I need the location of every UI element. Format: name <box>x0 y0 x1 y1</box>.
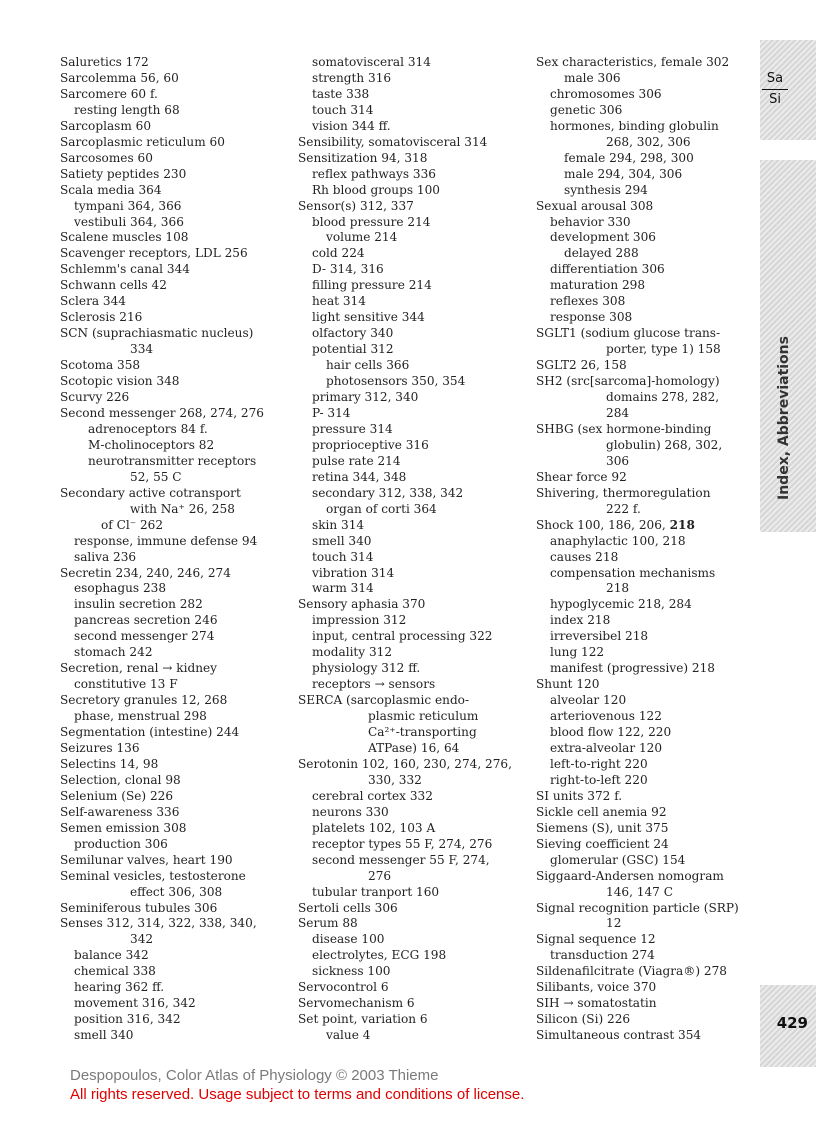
index-entry: neurons 330 <box>312 804 389 819</box>
index-entry: touch 314 <box>312 102 374 117</box>
index-entry: Senses 312, 314, 322, 338, 340, <box>60 916 257 931</box>
index-entry: heat 314 <box>312 294 366 309</box>
index-entry: Seminiferous tubules 306 <box>60 900 218 915</box>
section-title: Index, Abbreviations <box>776 336 792 500</box>
index-entry: organ of corti 364 <box>326 501 437 516</box>
index-entry: manifest (progressive) 218 <box>550 661 715 676</box>
index-entry: receptor types 55 F, 274, 276 <box>312 836 493 851</box>
index-entry: proprioceptive 316 <box>312 437 429 452</box>
index-entry: phase, menstrual 298 <box>74 709 207 724</box>
index-entry: blood flow 122, 220 <box>550 725 672 740</box>
index-entry: position 316, 342 <box>74 1012 181 1027</box>
index-entry: male 294, 304, 306 <box>564 166 683 181</box>
index-entry: porter, type 1) 158 <box>606 342 721 357</box>
index-column-3 <box>536 55 750 1044</box>
index-entry: Shivering, thermoregulation <box>536 485 711 500</box>
index-entry: response, immune defense 94 <box>74 533 258 548</box>
index-entry: warm 314 <box>312 581 374 596</box>
index-entry: SGLT2 26, 158 <box>536 358 627 373</box>
index-entry: insulin secretion 282 <box>74 597 203 612</box>
index-entry: production 306 <box>74 836 168 851</box>
tab-range-divider <box>762 89 788 90</box>
index-entry: lung 122 <box>550 645 605 660</box>
index-entry: development 306 <box>550 230 656 245</box>
index-entry: 52, 55 C <box>130 469 182 484</box>
index-entry: pressure 314 <box>312 421 393 436</box>
index-entry: adrenoceptors 84 f. <box>88 421 208 436</box>
index-entry: Sensory aphasia 370 <box>298 597 426 612</box>
index-entry: potential 312 <box>312 342 394 357</box>
index-entry: hormones, binding globulin <box>550 118 719 133</box>
index-entry: disease 100 <box>312 932 385 947</box>
index-entry: Satiety peptides 230 <box>60 166 187 181</box>
index-entry: synthesis 294 <box>564 182 648 197</box>
index-entry: Sclera 344 <box>60 294 127 309</box>
index-entry: receptors → sensors <box>312 677 436 692</box>
index-entry: Siggaard-Andersen nomogram <box>536 868 724 883</box>
index-entry: second messenger 55 F, 274, <box>312 852 490 867</box>
index-entry: esophagus 238 <box>74 581 167 596</box>
thumb-tab-range <box>762 71 788 107</box>
index-entry: Ca²⁺-transporting <box>368 725 477 740</box>
index-entry: somatovisceral 314 <box>312 55 431 69</box>
index-entry: Sarcoplasmic reticulum 60 <box>60 134 225 149</box>
index-entry: female 294, 298, 300 <box>564 150 694 165</box>
index-entry: neurotransmitter receptors <box>88 453 257 468</box>
index-entry: resting length 68 <box>74 102 180 117</box>
index-entry: second messenger 274 <box>74 629 215 644</box>
index-entry: blood pressure 214 <box>312 214 431 229</box>
index-entry: response 308 <box>550 310 633 325</box>
index-entry: 268, 302, 306 <box>606 134 691 149</box>
footer-copyright: Despopoulos, Color Atlas of Physiology © 2003 Thieme <box>70 1067 439 1084</box>
index-entry: Set point, variation 6 <box>298 1012 428 1027</box>
index-entry: Selectins 14, 98 <box>60 756 159 771</box>
index-entry: tympani 364, 366 <box>74 198 182 213</box>
index-entry: taste 338 <box>312 86 370 101</box>
index-entry: primary 312, 340 <box>312 390 419 405</box>
index-entry: Sarcolemma 56, 60 <box>60 70 179 85</box>
index-entry: Semen emission 308 <box>60 820 187 835</box>
index-entry: filling pressure 214 <box>312 278 432 293</box>
index-entry: Scala media 364 <box>60 182 162 197</box>
index-entry: Serum 88 <box>298 916 358 931</box>
index-entry: volume 214 <box>326 230 398 245</box>
index-entry: Schwann cells 42 <box>60 278 167 293</box>
index-entry: 218 <box>606 581 630 596</box>
index-entry: Sieving coefficient 24 <box>536 836 669 851</box>
footer-rights: All rights reserved. Usage subject to terms and conditions of license. <box>70 1086 525 1103</box>
index-entry: photosensors 350, 354 <box>326 374 466 389</box>
index-entry: Sertoli cells 306 <box>298 900 398 915</box>
index-entry: value 4 <box>326 1028 371 1043</box>
index-entry: Second messenger 268, 274, 276 <box>60 405 265 420</box>
index-entry: pulse rate 214 <box>312 453 401 468</box>
index-entry: Sensibility, somatovisceral 314 <box>298 134 488 149</box>
index-entry: 276 <box>368 868 392 883</box>
index-entry: Scalene muscles 108 <box>60 230 189 245</box>
index-entry: Sensor(s) 312, 337 <box>298 198 414 213</box>
index-entry: Seminal vesicles, testosterone <box>60 868 246 883</box>
index-entry: Semilunar valves, heart 190 <box>60 852 233 867</box>
index-entry: domains 278, 282, <box>606 390 720 405</box>
index-entry: SI units 372 f. <box>536 788 623 803</box>
index-entry: Rh blood groups 100 <box>312 182 440 197</box>
index-entry: effect 306, 308 <box>130 884 223 899</box>
index-entry: D- 314, 316 <box>312 262 384 277</box>
index-entry: 342 <box>130 932 154 947</box>
index-entry: Silicon (Si) 226 <box>536 1012 631 1027</box>
index-entry: alveolar 120 <box>550 693 627 708</box>
index-entry: physiology 312 ff. <box>312 661 421 676</box>
index-entry: Servomechanism 6 <box>298 996 415 1011</box>
page-number: 429 <box>776 1014 808 1032</box>
index-entry: chemical 338 <box>74 964 156 979</box>
index-entry: reflex pathways 336 <box>312 166 436 181</box>
index-entry: Saluretics 172 <box>60 55 149 69</box>
index-entry: transduction 274 <box>550 948 655 963</box>
index-entry: delayed 288 <box>564 246 639 261</box>
index-entry: SERCA (sarcoplasmic endo- <box>298 693 470 708</box>
index-entry: Shunt 120 <box>536 677 600 692</box>
index-entry: Sclerosis 216 <box>60 310 143 325</box>
index-entry: balance 342 <box>74 948 149 963</box>
index-entry: glomerular (GSC) 154 <box>550 852 686 867</box>
index-entry: Self-awareness 336 <box>60 804 180 819</box>
index-entry: vision 344 ff. <box>312 118 391 133</box>
index-entry: irreversibel 218 <box>550 629 649 644</box>
index-entry: olfactory 340 <box>312 326 394 341</box>
index-entry: impression 312 <box>312 613 407 628</box>
index-entry: constitutive 13 F <box>74 677 178 692</box>
index-entry: 146, 147 C <box>606 884 673 899</box>
index-entry: arteriovenous 122 <box>550 709 662 724</box>
index-entry: retina 344, 348 <box>312 469 407 484</box>
index-entry: tubular tranport 160 <box>312 884 440 899</box>
index-entry: Secretion, renal → kidney <box>60 661 217 676</box>
index-entry: Scotoma 358 <box>60 358 141 373</box>
index-entry: causes 218 <box>550 549 619 564</box>
footer <box>70 1066 524 1104</box>
index-entry: P- 314 <box>312 405 351 420</box>
index-entry: plasmic reticulum <box>368 709 479 724</box>
index-entry: Seizures 136 <box>60 740 140 755</box>
index-entry: SHBG (sex hormone-binding <box>536 421 712 436</box>
index-entry: vibration 314 <box>312 565 395 580</box>
index-entry: cerebral cortex 332 <box>312 788 433 803</box>
tab-range-end: Si <box>769 92 781 107</box>
index-entry: Secondary active cotransport <box>60 485 241 500</box>
index-entry: Signal sequence 12 <box>536 932 656 947</box>
index-entry: left-to-right 220 <box>550 756 648 771</box>
tab-range-start: Sa <box>766 71 784 86</box>
index-entry: Scotopic vision 348 <box>60 374 180 389</box>
index-entry: Selection, clonal 98 <box>60 772 181 787</box>
index-entry: Segmentation (intestine) 244 <box>60 725 240 740</box>
index-entry: pancreas secretion 246 <box>74 613 218 628</box>
index-entry: differentiation 306 <box>550 262 665 277</box>
index-entry: male 306 <box>564 70 621 85</box>
index-entry: skin 314 <box>312 517 365 532</box>
index-entry: genetic 306 <box>550 102 623 117</box>
index-entry: stomach 242 <box>74 645 153 660</box>
index-entry: SCN (suprachiasmatic nucleus) <box>60 326 254 341</box>
index-entry: SIH → somatostatin <box>536 996 657 1011</box>
index-entry: anaphylactic 100, 218 <box>550 533 686 548</box>
index-entry: 284 <box>606 405 630 420</box>
index-entry: Selenium (Se) 226 <box>60 788 174 803</box>
index-entry: Serotonin 102, 160, 230, 274, 276, <box>298 756 512 771</box>
index-entry: saliva 236 <box>74 549 137 564</box>
index-entry: touch 314 <box>312 549 374 564</box>
index-entry: index 218 <box>550 613 611 628</box>
index-entry: compensation mechanisms <box>550 565 716 580</box>
index-entry: 330, 332 <box>368 772 422 787</box>
index-entry: hearing 362 ff. <box>74 980 165 995</box>
index-entry: 12 <box>606 916 622 931</box>
index-entry: sickness 100 <box>312 964 391 979</box>
index-entry: Sarcoplasm 60 <box>60 118 152 133</box>
index-entry: strength 316 <box>312 70 392 85</box>
index-entry: ATPase) 16, 64 <box>368 740 460 755</box>
index-entry: vestibuli 364, 366 <box>74 214 184 229</box>
index-entry: smell 340 <box>312 533 372 548</box>
index-entry: light sensitive 344 <box>312 310 425 325</box>
index-entry: Sensitization 94, 318 <box>298 150 428 165</box>
index-entry: Sex characteristics, female 302 <box>536 55 730 69</box>
index-entry: Scurvy 226 <box>60 390 130 405</box>
index-entry: Sarcosomes 60 <box>60 150 153 165</box>
index-entry: Sildenafilcitrate (Viagra®) 278 <box>536 964 727 979</box>
index-entry: smell 340 <box>74 1028 134 1043</box>
index-entry: SGLT1 (sodium glucose trans- <box>536 326 721 341</box>
index-entry: SH2 (src[sarcoma]-homology) <box>536 374 720 389</box>
index-entry: Sexual arousal 308 <box>536 198 654 213</box>
index-entry: Secretin 234, 240, 246, 274 <box>60 565 231 580</box>
index-column-2 <box>298 55 523 1044</box>
index-entry: Secretory granules 12, 268 <box>60 693 228 708</box>
index-entry: cold 224 <box>312 246 365 261</box>
index-entry: movement 316, 342 <box>74 996 196 1011</box>
index-entry: electrolytes, ECG 198 <box>312 948 447 963</box>
index-entry: reflexes 308 <box>550 294 626 309</box>
index-entry: with Na⁺ 26, 258 <box>130 501 235 516</box>
index-entry: right-to-left 220 <box>550 772 648 787</box>
index-entry: hair cells 366 <box>326 358 410 373</box>
index-entry: platelets 102, 103 A <box>312 820 436 835</box>
index-entry: extra-alveolar 120 <box>550 740 663 755</box>
index-entry: 306 <box>606 453 630 468</box>
index-entry: M-cholinoceptors 82 <box>88 437 215 452</box>
index-entry: Sickle cell anemia 92 <box>536 804 667 819</box>
index-entry: globulin) 268, 302, <box>606 437 723 452</box>
index-entry: Silibants, voice 370 <box>536 980 657 995</box>
index-entry: behavior 330 <box>550 214 631 229</box>
index-entry: hypoglycemic 218, 284 <box>550 597 692 612</box>
index-entry: of Cl⁻ 262 <box>101 517 164 532</box>
index-entry: secondary 312, 338, 342 <box>312 485 464 500</box>
index-entry: Scavenger receptors, LDL 256 <box>60 246 248 261</box>
index-entry: maturation 298 <box>550 278 646 293</box>
index-entry: Shear force 92 <box>536 469 627 484</box>
index-column-1 <box>60 55 285 1044</box>
index-entry: Sarcomere 60 f. <box>60 86 158 101</box>
index-entry: Siemens (S), unit 375 <box>536 820 669 835</box>
index-entry: Signal recognition particle (SRP) <box>536 900 739 915</box>
index-entry: chromosomes 306 <box>550 86 662 101</box>
index-entry: 222 f. <box>606 501 641 516</box>
index-entry: input, central processing 322 <box>312 629 493 644</box>
index-entry: modality 312 <box>312 645 393 660</box>
index-entry: Servocontrol 6 <box>298 980 389 995</box>
index-entry: Shock 100, 186, 206, 218 <box>536 517 695 532</box>
index-entry: 334 <box>130 342 154 357</box>
index-entry: Simultaneous contrast 354 <box>536 1028 702 1043</box>
index-entry: Schlemm's canal 344 <box>60 262 190 277</box>
